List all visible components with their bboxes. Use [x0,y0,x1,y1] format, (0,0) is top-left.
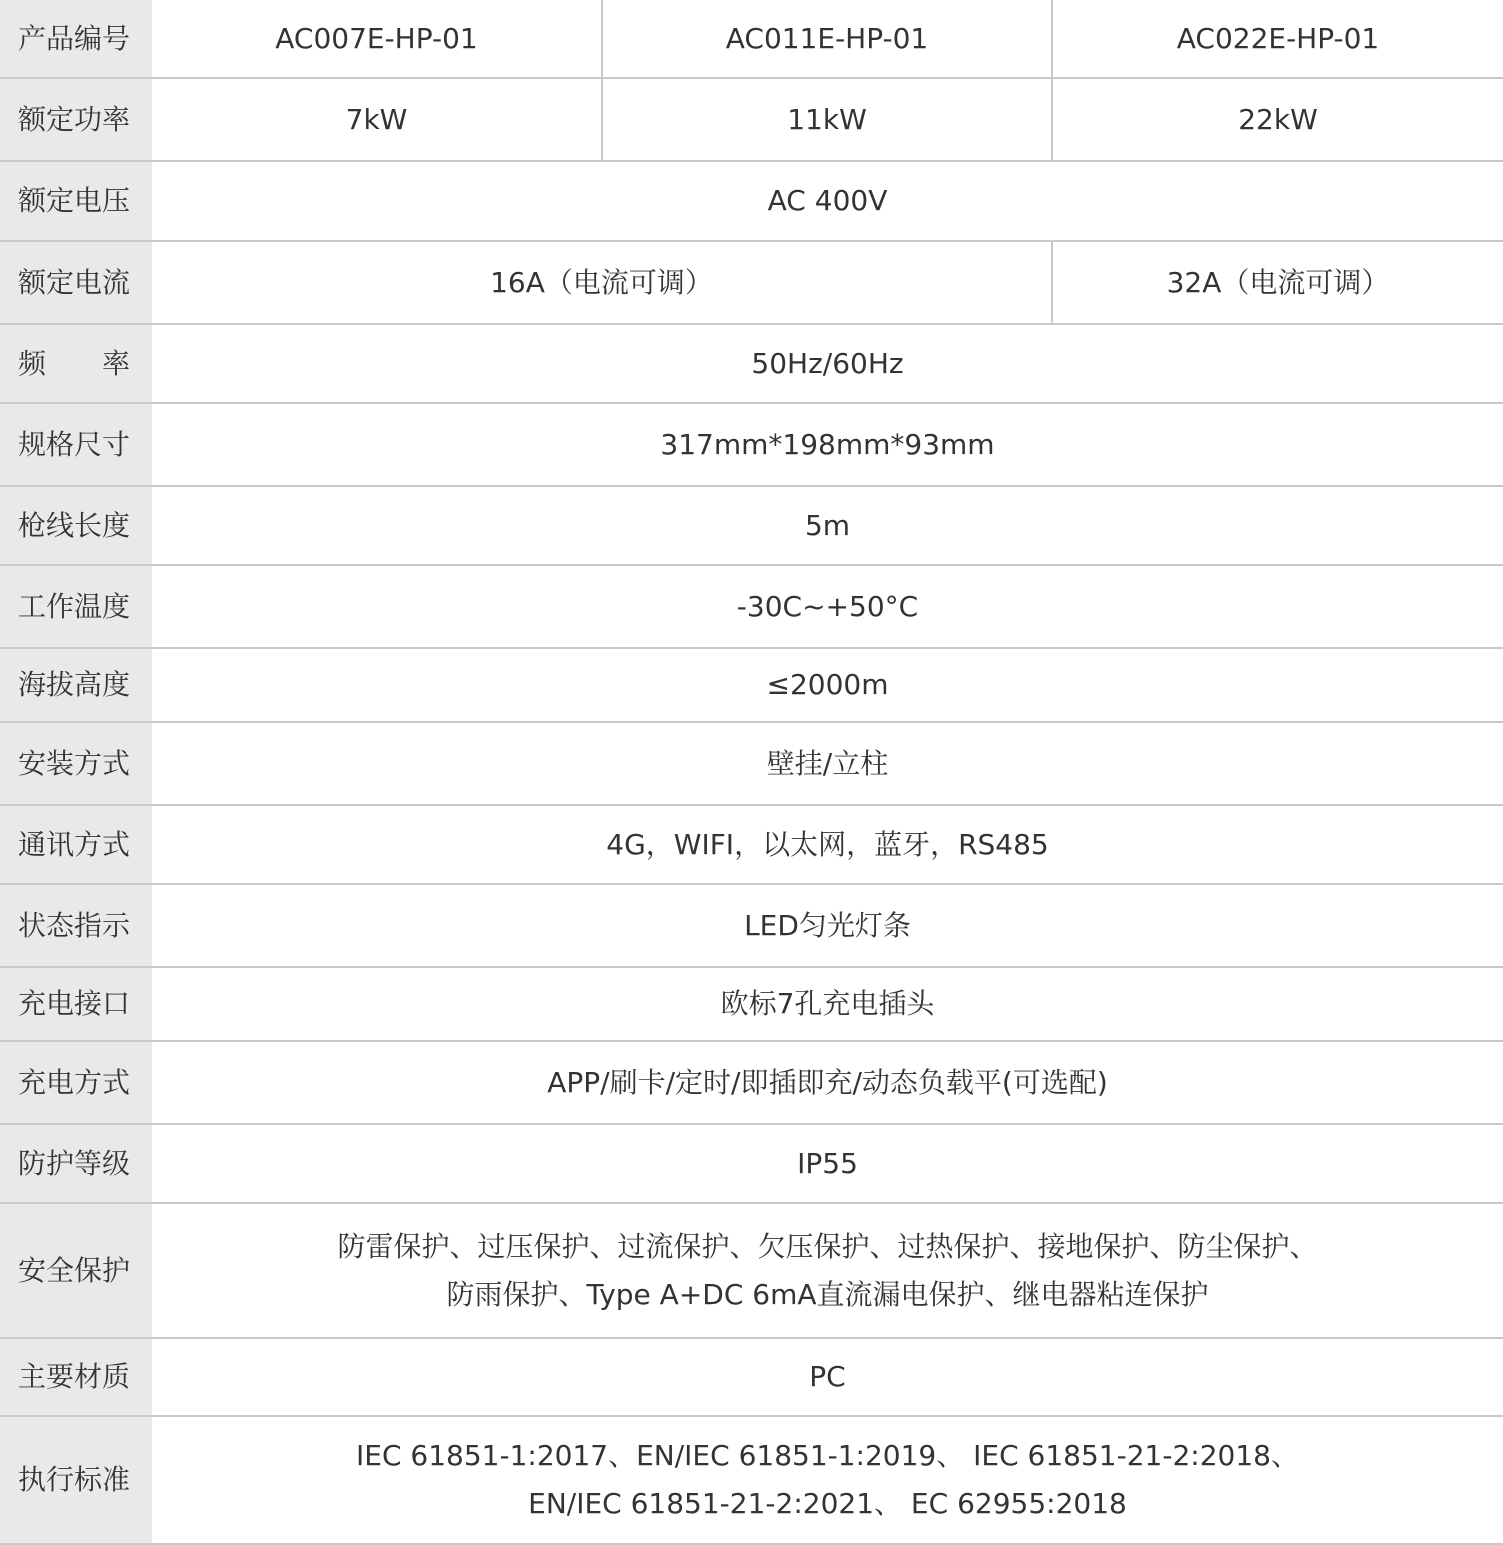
spec-row-product-code [0,0,1503,78]
product-code-7kw: AC007E-HP-01 [152,0,602,78]
product-code-11kw: AC011E-HP-01 [602,0,1052,78]
value-line: 防雨保护、Type A+DC 6mA直流漏电保护、继电器粘连保护 [446,1277,1209,1311]
material-value: PC [152,1338,1503,1416]
rated-power-22kw: 22kW [1052,78,1503,161]
spec-row-charging-interface [0,967,1503,1041]
spec-row-status-indicator [0,884,1503,967]
spec-row-dimensions [0,403,1503,486]
row-label-part: 率 [102,346,131,380]
row-label: 工作温度 [0,565,152,648]
safety-protection-value [152,1203,1503,1338]
row-label: 额定电流 [0,241,152,324]
row-label [0,324,152,403]
spec-row-material [0,1338,1503,1416]
protection-rating-value: IP55 [152,1124,1503,1203]
installation-value: 壁挂/立柱 [152,722,1503,805]
frequency-value: 50Hz/60Hz [152,324,1503,403]
charging-interface-value: 欧标7孔充电插头 [152,967,1503,1041]
row-label: 防护等级 [0,1124,152,1203]
row-label: 额定功率 [0,78,152,161]
row-label: 产品编号 [0,0,152,78]
spec-row-frequency [0,324,1503,403]
row-label: 充电方式 [0,1041,152,1124]
row-label: 额定电压 [0,161,152,241]
spec-row-standards [0,1416,1503,1544]
standards-value [152,1416,1503,1544]
row-label: 安装方式 [0,722,152,805]
row-label-part: 频 [18,346,47,380]
spec-row-operating-temperature [0,565,1503,648]
row-label: 状态指示 [0,884,152,967]
charging-mode-value: APP/刷卡/定时/即插即充/动态负载平(可选配) [152,1041,1503,1124]
status-indicator-value: LED匀光灯条 [152,884,1503,967]
row-label: 执行标准 [0,1416,152,1544]
row-label: 主要材质 [0,1338,152,1416]
spec-row-communication [0,805,1503,884]
spec-row-cable-length [0,486,1503,565]
operating-temperature-value: -30C~+50°C [152,565,1503,648]
spec-row-charging-mode [0,1041,1503,1124]
row-label: 枪线长度 [0,486,152,565]
row-label: 通讯方式 [0,805,152,884]
row-label: 海拔高度 [0,648,152,722]
spec-row-altitude [0,648,1503,722]
rated-current-16a: 16A（电流可调） [152,241,1052,324]
value-line: IEC 61851-1:2017、EN/IEC 61851-1:2019、 IEC 61851-21-2:2018、 [356,1439,1299,1472]
value-line: EN/IEC 61851-21-2:2021、 EC 62955:2018 [528,1487,1127,1520]
spec-row-rated-voltage [0,161,1503,241]
row-label: 充电接口 [0,967,152,1041]
spec-row-safety-protection [0,1203,1503,1338]
dimensions-value: 317mm*198mm*93mm [152,403,1503,486]
product-code-22kw: AC022E-HP-01 [1052,0,1503,78]
spec-row-rated-power [0,78,1503,161]
spec-row-installation [0,722,1503,805]
spec-row-protection-rating [0,1124,1503,1203]
spec-row-rated-current [0,241,1503,324]
communication-value: 4G，WIFI，以太网，蓝牙，RS485 [152,805,1503,884]
rated-power-11kw: 11kW [602,78,1052,161]
value-line: 防雷保护、过压保护、过流保护、欠压保护、过热保护、接地保护、防尘保护、 [337,1229,1318,1263]
cable-length-value: 5m [152,486,1503,565]
rated-power-7kw: 7kW [152,78,602,161]
altitude-value: ≤2000m [152,648,1503,722]
rated-current-32a: 32A（电流可调） [1052,241,1503,324]
rated-voltage-value: AC 400V [152,161,1503,241]
row-label: 规格尺寸 [0,403,152,486]
row-label: 安全保护 [0,1203,152,1338]
